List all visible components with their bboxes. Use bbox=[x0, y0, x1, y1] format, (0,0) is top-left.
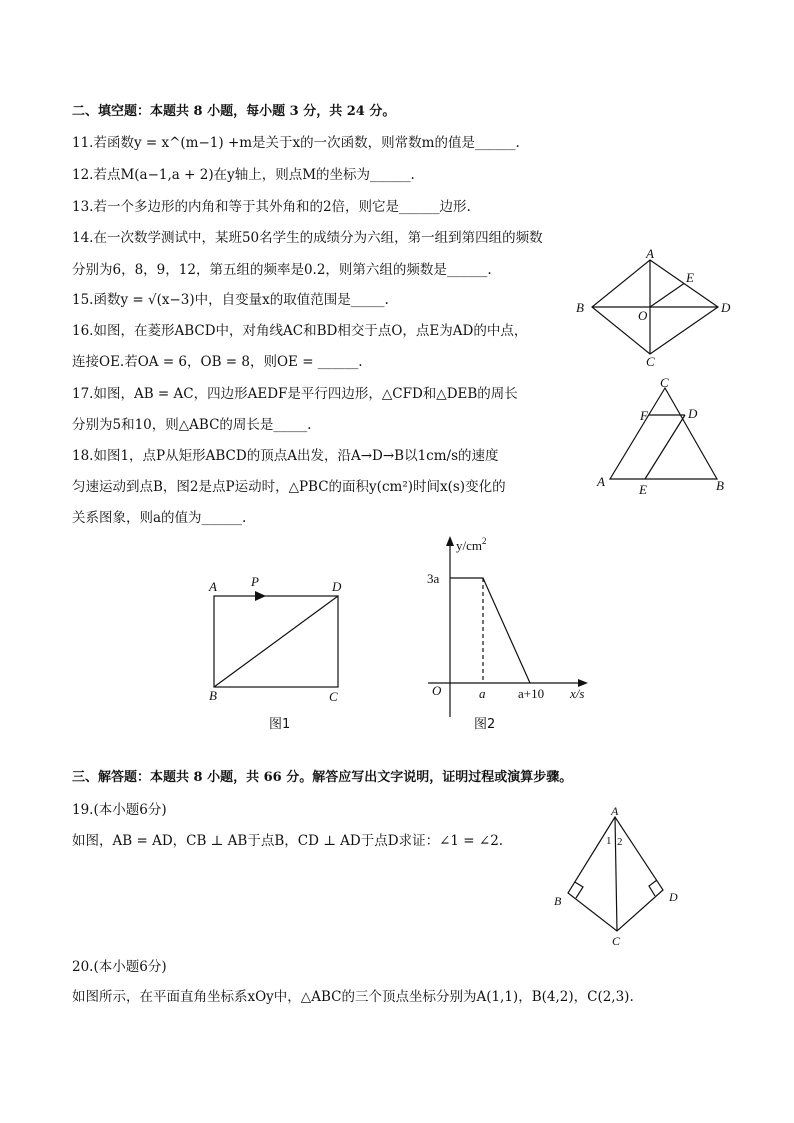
question-14-line1: 14.在一次数学测试中，某班50名学生的成绩分为六组，第一组到第四组的频数 bbox=[72, 230, 543, 246]
question-18-line3: 关系图象，则a的值为______. bbox=[72, 510, 247, 526]
x-axis-label: x/s bbox=[570, 686, 585, 701]
rect-label-d: D bbox=[332, 579, 342, 594]
kite-figure bbox=[548, 805, 698, 950]
angle-2-label: 2 bbox=[617, 836, 623, 848]
triangle-label-e: E bbox=[639, 482, 647, 497]
diagonal-bd-rect bbox=[214, 596, 338, 687]
triangle-figure bbox=[592, 375, 732, 498]
segment-de bbox=[645, 415, 685, 479]
kite-label-b: B bbox=[554, 894, 562, 908]
rhombus-label-e: E bbox=[686, 270, 694, 285]
question-17-line2: 分别为5和10，则△ABC的周长是_____. bbox=[72, 417, 312, 433]
question-16-line1: 16.如图，在菱形ABCD中，对角线AC和BD相交于点O，点E为AD的中点， bbox=[72, 323, 528, 339]
question-17-line1: 17.如图，AB = AC，四边形AEDF是平行四边形，△CFD和△DEB的周长 bbox=[72, 386, 518, 402]
graph-line bbox=[450, 578, 530, 683]
rect-label-b: B bbox=[209, 688, 217, 703]
rhombus-label-c: C bbox=[646, 354, 655, 369]
kite-label-d: D bbox=[669, 890, 678, 904]
triangle-label-c: C bbox=[660, 375, 669, 390]
question-14-line2: 分别为6，8，9，12，第五组的频率是0.2，则第六组的频数是______. bbox=[72, 262, 492, 278]
arrow-p-icon bbox=[255, 591, 266, 601]
section3-heading: 三、解答题：本题共 8 小题，共 66 分。解答应写出文字说明，证明过程或演算步骤。 bbox=[72, 770, 573, 785]
question-19-text: 如图，AB = AD，CB ⊥ AB于点B，CD ⊥ AD于点D求证：∠1 = ∠2. bbox=[72, 833, 504, 849]
figure2-caption: 图2 bbox=[474, 717, 496, 732]
rhombus-label-b: B bbox=[576, 300, 584, 315]
question-18-line2: 匀速运动到点B，图2是点P运动时，△PBC的面积y(cm²)时间x(s)变化的 bbox=[72, 479, 506, 495]
question-11: 11.若函数y = x^(m−1) +m是关于x的一次函数，则常数m的值是______. bbox=[72, 135, 520, 151]
y-tick-3a: 3a bbox=[427, 571, 440, 586]
right-angle-b bbox=[575, 882, 583, 898]
question-12: 12.若点M(a−1,a + 2)在y轴上，则点M的坐标为______. bbox=[72, 167, 415, 183]
section2-heading: 二、填空题：本题共 8 小题，每小题 3 分，共 24 分。 bbox=[72, 104, 396, 119]
question-20-title: 20.(本小题6分) bbox=[72, 959, 167, 975]
question-13: 13.若一个多边形的内角和等于其外角和的2倍，则它是______边形. bbox=[72, 199, 471, 215]
question-16-line2: 连接OE.若OA = 6，OB = 8，则OE = ______. bbox=[72, 354, 363, 370]
triangle-label-b: B bbox=[716, 478, 724, 493]
rhombus-figure bbox=[570, 248, 740, 368]
figure1-caption: 图1 bbox=[269, 717, 291, 732]
rect-label-p: P bbox=[251, 574, 259, 589]
rhombus-label-d: D bbox=[721, 300, 731, 315]
triangle-abc bbox=[610, 388, 717, 479]
right-angle-d bbox=[649, 880, 657, 896]
rect-label-a: A bbox=[209, 579, 217, 594]
question-19-title: 19.(本小题6分) bbox=[72, 802, 167, 818]
origin-label: O bbox=[432, 683, 442, 698]
rectangle-figure bbox=[200, 570, 360, 710]
triangle-label-f: F bbox=[640, 408, 648, 423]
triangle-label-a: A bbox=[597, 474, 605, 489]
y-axis-label: $y/cm^2$ bbox=[456, 536, 487, 553]
y-axis-arrow-icon bbox=[446, 536, 454, 546]
rhombus-label-o: O bbox=[638, 308, 648, 323]
triangle-label-d: D bbox=[688, 406, 698, 421]
question-20-text: 如图所示，在平面直角坐标系xOy中，△ABC的三个顶点坐标分别为A(1,1)，B(4,2)，C(2,3). bbox=[72, 989, 634, 1005]
angle-1-label: 1 bbox=[606, 835, 612, 847]
graph-figure bbox=[420, 532, 600, 722]
rect-label-c: C bbox=[329, 689, 338, 704]
segment-ac bbox=[615, 817, 617, 931]
rhombus-label-a: A bbox=[646, 246, 654, 261]
x-tick-a-plus-10: a+10 bbox=[518, 686, 545, 701]
segment-oe bbox=[650, 284, 684, 308]
kite-label-a: A bbox=[611, 804, 619, 818]
question-18-line1: 18.如图1，点P从矩形ABCD的顶点A出发，沿A→D→B以1cm/s的速度 bbox=[72, 448, 499, 464]
kite-label-c: C bbox=[612, 934, 621, 948]
x-tick-a: a bbox=[479, 686, 486, 701]
question-15: 15.函数y = √(x−3)中，自变量x的取值范围是_____. bbox=[72, 292, 389, 308]
